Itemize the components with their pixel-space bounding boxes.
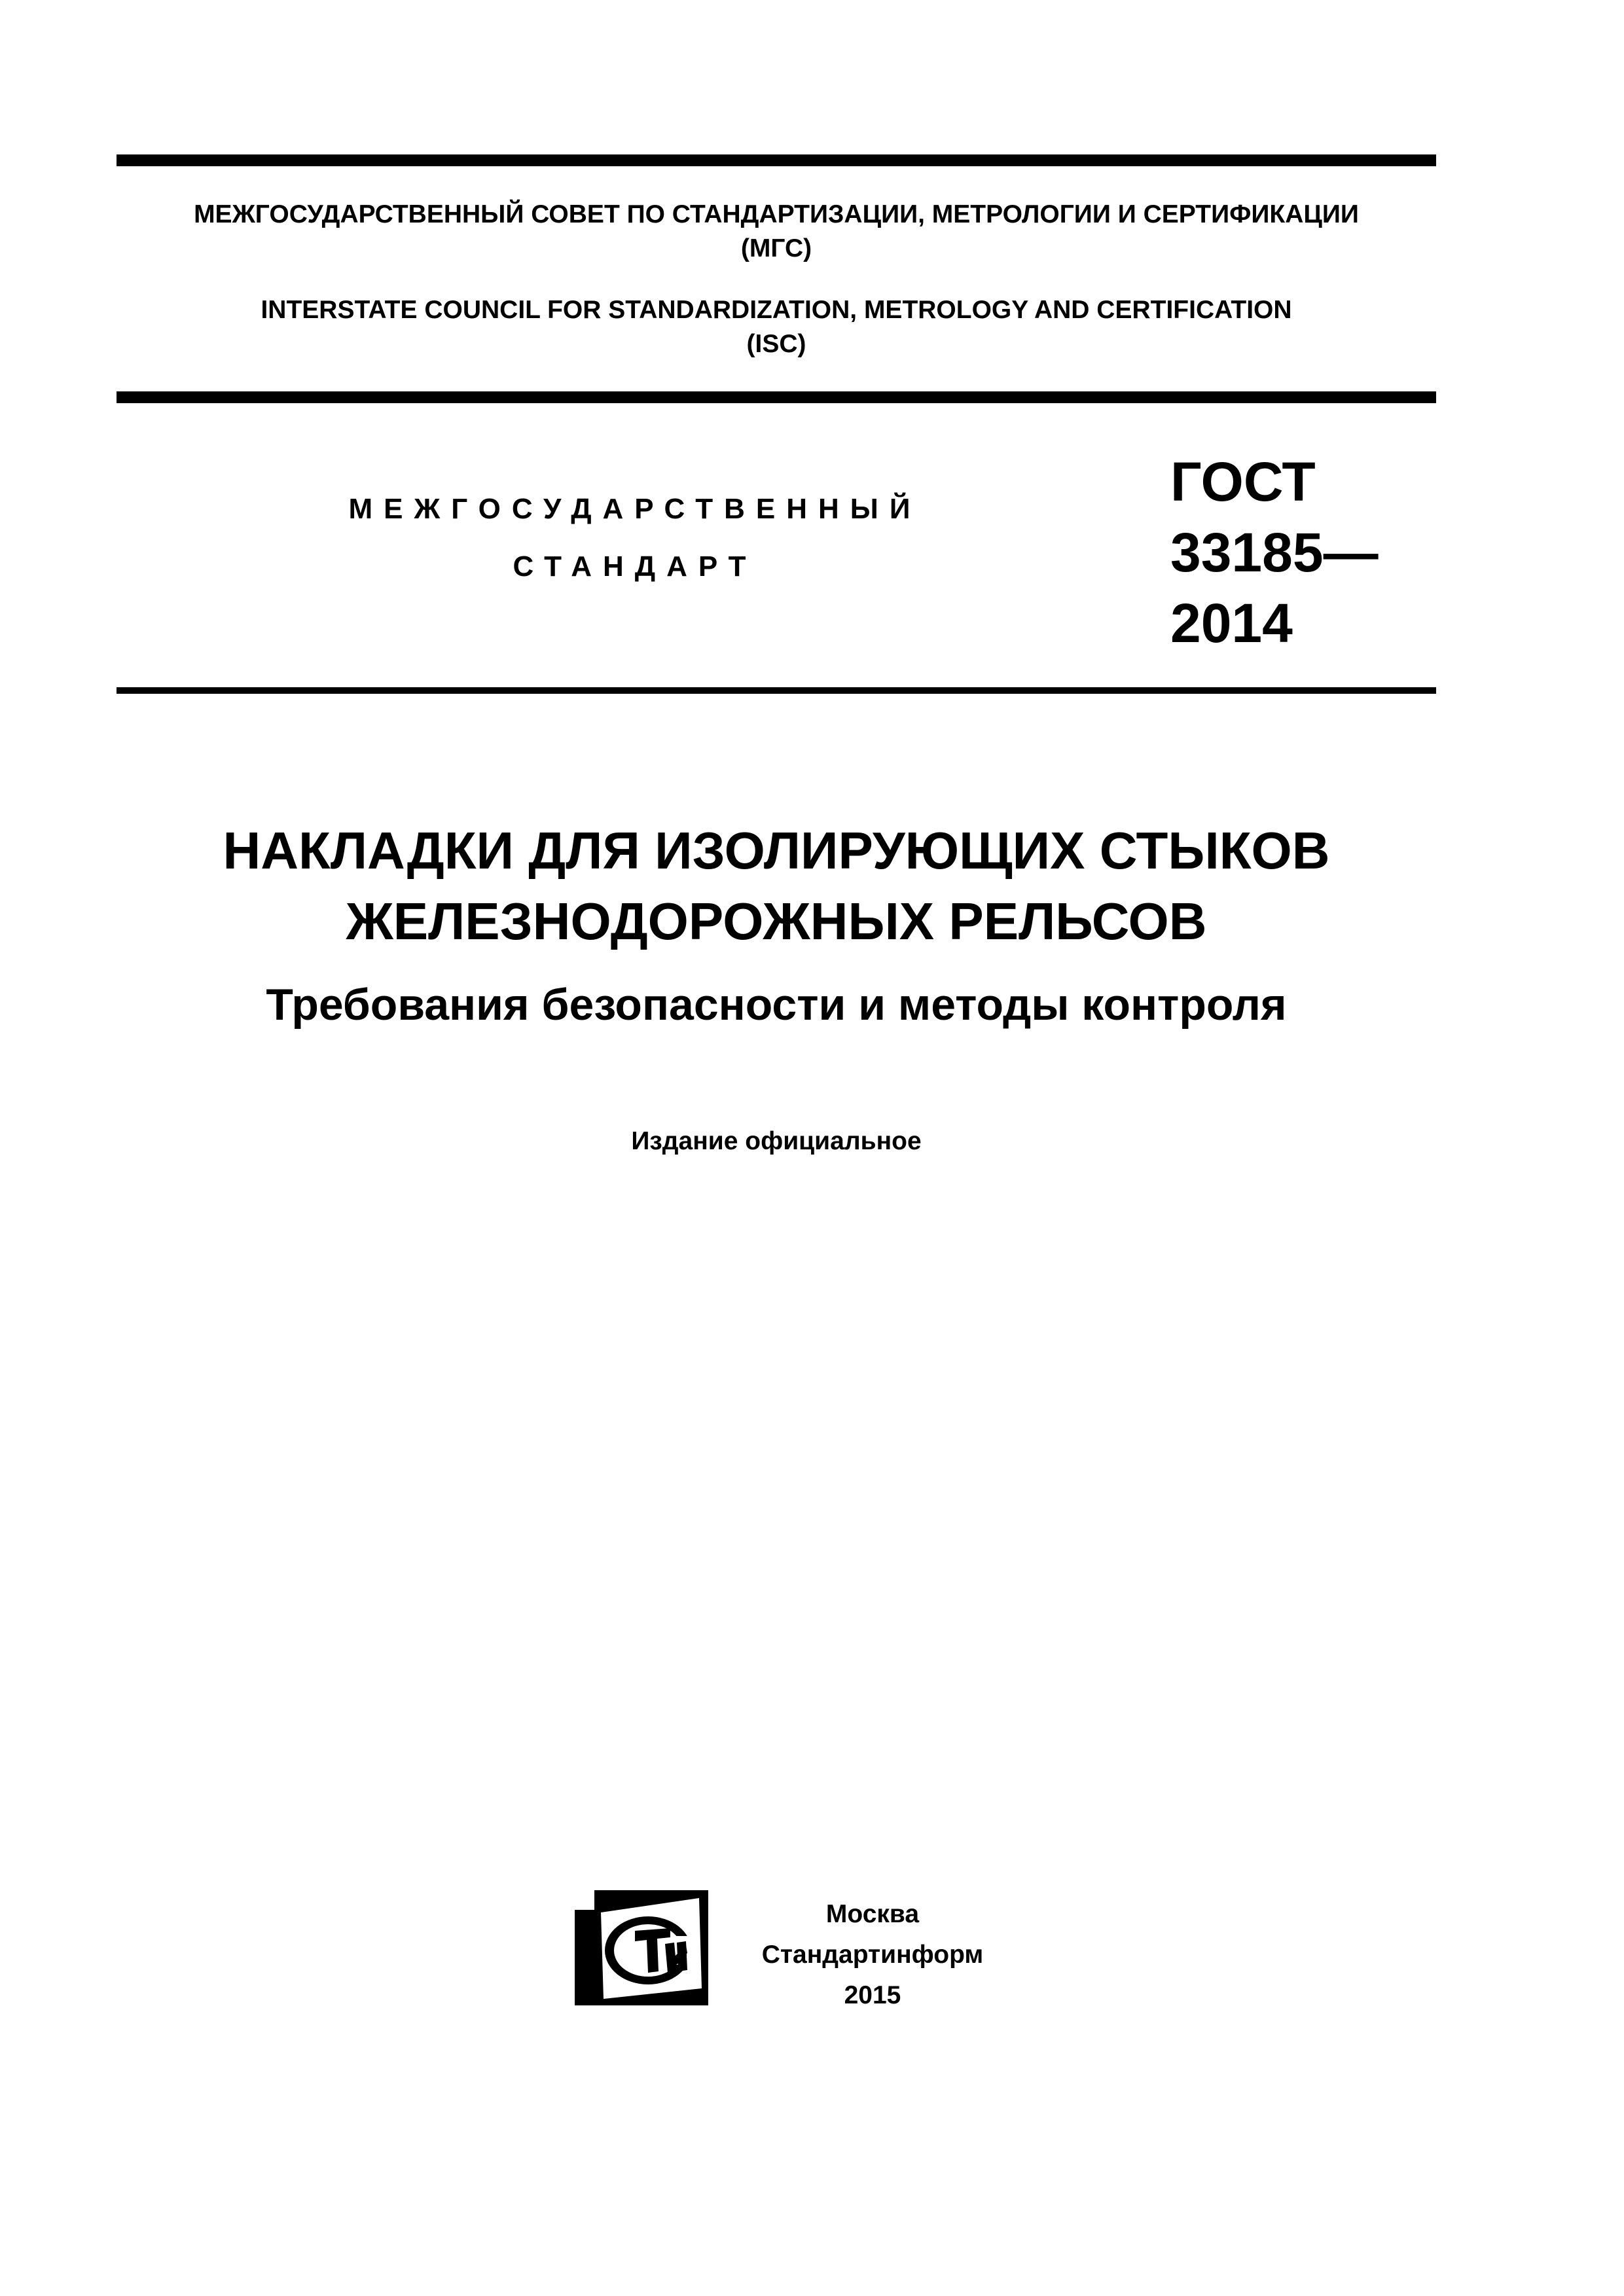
council-name-ru-line1: МЕЖГОСУДАРСТВЕННЫЙ СОВЕТ ПО СТАНДАРТИЗАЦИИ, МЕТРОЛОГИИ И СЕРТИФИКАЦИИ xyxy=(194,200,1359,228)
document-title-line1: НАКЛАДКИ ДЛЯ ИЗОЛИРУЮЩИХ СТЫКОВ xyxy=(223,821,1330,880)
edition-note: Издание официальное xyxy=(631,1127,922,1155)
gost-number: 33185— xyxy=(1170,522,1379,583)
council-name-en xyxy=(117,293,1436,361)
council-name-en-line1: INTERSTATE COUNCIL FOR STANDARDIZATION, METROLOGY AND CERTIFICATION xyxy=(261,296,1292,324)
council-abbr-ru: (МГС) xyxy=(740,234,812,262)
document-subtitle: Требования безопасности и методы контроля xyxy=(266,980,1287,1030)
publisher-block xyxy=(725,1894,1020,2016)
document-title xyxy=(117,816,1436,957)
gost-designation xyxy=(1170,446,1419,658)
council-name-ru xyxy=(117,198,1436,266)
publisher-name: Стандартинформ xyxy=(761,1941,984,1969)
document-title-line2: ЖЕЛЕЗНОДОРОЖНЫХ РЕЛЬСОВ xyxy=(346,892,1207,950)
standard-kind-line2: СТАНДАРТ xyxy=(513,550,757,583)
middle-rule xyxy=(117,391,1436,403)
standartinform-logo-icon xyxy=(575,1890,708,2005)
top-rule xyxy=(117,154,1436,166)
gost-prefix: ГОСТ xyxy=(1170,451,1316,512)
standard-kind-line1: МЕЖГОСУДАРСТВЕННЫЙ xyxy=(348,493,922,525)
gost-year: 2014 xyxy=(1170,592,1293,654)
publisher-city: Москва xyxy=(825,1900,920,1928)
council-abbr-en: (ISC) xyxy=(746,330,806,358)
bottom-rule xyxy=(117,687,1436,694)
publisher-year: 2015 xyxy=(844,1981,901,2009)
